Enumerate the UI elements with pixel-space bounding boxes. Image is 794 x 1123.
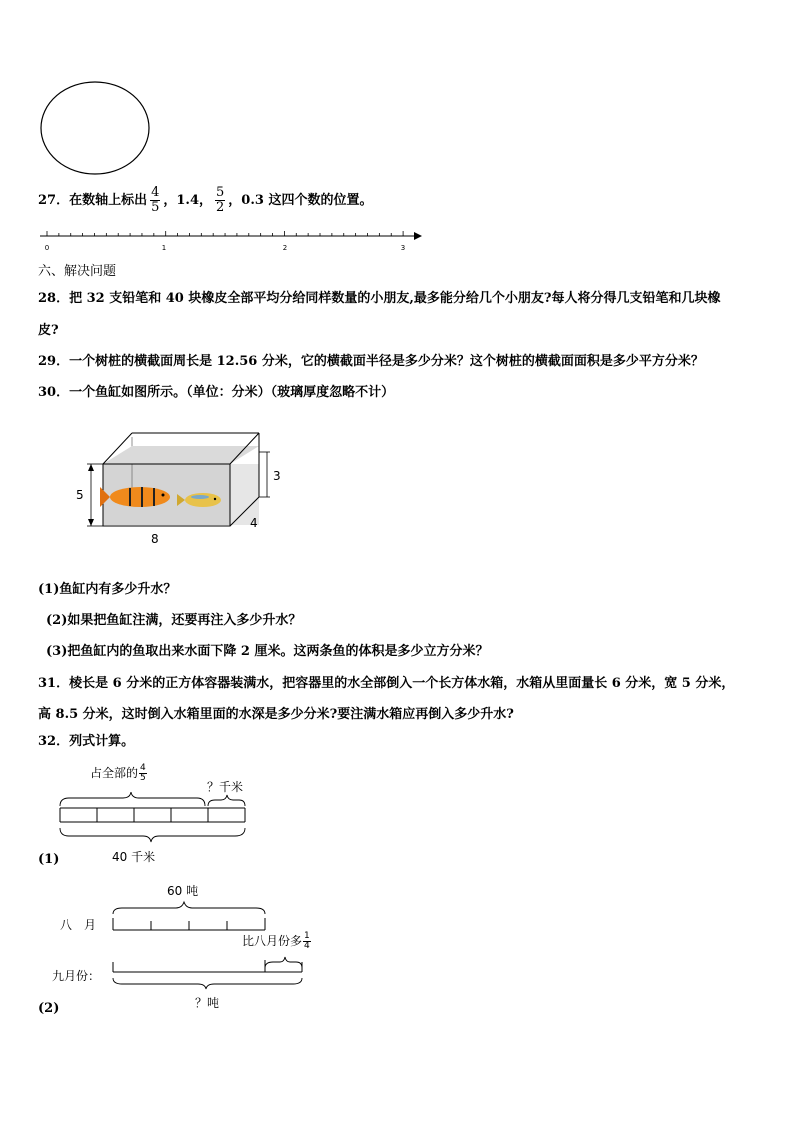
fish-tank-diagram	[60, 425, 300, 550]
frac-num: 5	[216, 185, 225, 200]
segment-diagram-2-august	[108, 900, 273, 936]
question-31-line2: 高 8.5 分米，这时倒入水箱里面的水深是多少分米?要注满水箱应再倒入多少升水?	[38, 707, 514, 722]
d1-label	[90, 764, 148, 783]
d2-unknown-label: ？吨	[195, 996, 220, 1010]
tank-length-label: 8	[151, 532, 159, 546]
tick-label-1: 1	[161, 244, 167, 252]
question-29: 29．一个树桩的横截面周长是 12.56 分米，它的横截面半径是多少分米？这个树桩的横截面面积是多少平方分米？	[38, 354, 704, 369]
tank-width-label: 4	[250, 516, 258, 530]
section-title: 六、解决问题	[38, 264, 117, 279]
frac-den: 5	[151, 200, 160, 215]
fraction-4-5-small	[139, 764, 147, 783]
d2-row2-label: 九月份：	[52, 969, 101, 983]
circle-figure	[38, 80, 154, 178]
d2-row1-label: 八 月	[60, 918, 97, 932]
question-32: 32．列式计算。	[38, 734, 135, 749]
d1-label-text: 占全部的	[90, 766, 139, 780]
fraction-5-2	[215, 186, 225, 215]
segment-diagram-1	[55, 792, 255, 844]
frac-num: 1	[304, 931, 310, 941]
d2-top-label: 60 吨	[167, 884, 199, 898]
d1-tag: (1)	[38, 852, 60, 867]
question-30: 30．一个鱼缸如图所示。（单位：分米）（玻璃厚度忽略不计）	[38, 385, 395, 400]
q27-sep: ，1.4，	[163, 193, 213, 208]
q27-suffix: ，0.3 这四个数的位置。	[228, 193, 373, 208]
d2-more-text: 比八月份多	[242, 934, 303, 948]
water-depth-label: 3	[273, 469, 281, 483]
question-28-line1: 28．把 32 支铅笔和 40 块橡皮全部平均分给同样数量的小朋友,最多能分给几个小朋友?每人将分得几支铅笔和几块橡	[38, 291, 721, 306]
tick-label-0: 0	[44, 244, 50, 252]
frac-den: 2	[216, 200, 225, 215]
tick-label-3: 3	[400, 244, 406, 252]
question-31-line1: 31．棱长是 6 分米的正方体容器装满水，把容器里的水全部倒入一个长方体水箱，水箱从里面量长 6 分米，宽 5 分米，	[38, 676, 735, 691]
frac-den: 5	[140, 773, 146, 783]
question-30-sub1: (1)鱼缸内有多少升水？	[38, 582, 177, 597]
d1-total-label: 40 千米	[112, 850, 156, 864]
q27-prefix: 在数轴上标出	[69, 193, 148, 208]
question-30-sub2: (2)如果把鱼缸注满，还要再注入多少升水？	[46, 613, 302, 628]
number-line	[36, 228, 426, 258]
tick-label-2: 2	[282, 244, 288, 252]
question-28-line2: 皮?	[38, 323, 59, 338]
frac-den: 4	[304, 941, 310, 951]
question-30-sub3: (3)把鱼缸内的鱼取出来水面下降 2 厘米。这两条鱼的体积是多少立方分米？	[46, 644, 489, 659]
tank-height-label: 5	[76, 488, 84, 502]
arrow-head-icon	[414, 232, 422, 240]
question-27	[38, 181, 372, 221]
q27-number: 27．	[38, 193, 70, 208]
d1-unknown-label: ？千米	[207, 780, 244, 794]
fraction-4-5	[150, 186, 160, 215]
d2-tag: (2)	[38, 1001, 60, 1016]
number-line-ticks	[47, 231, 403, 236]
circle-shape	[41, 82, 149, 174]
frac-num: 4	[151, 185, 160, 200]
segment-diagram-2-september	[108, 948, 308, 990]
frac-num: 4	[140, 763, 146, 773]
